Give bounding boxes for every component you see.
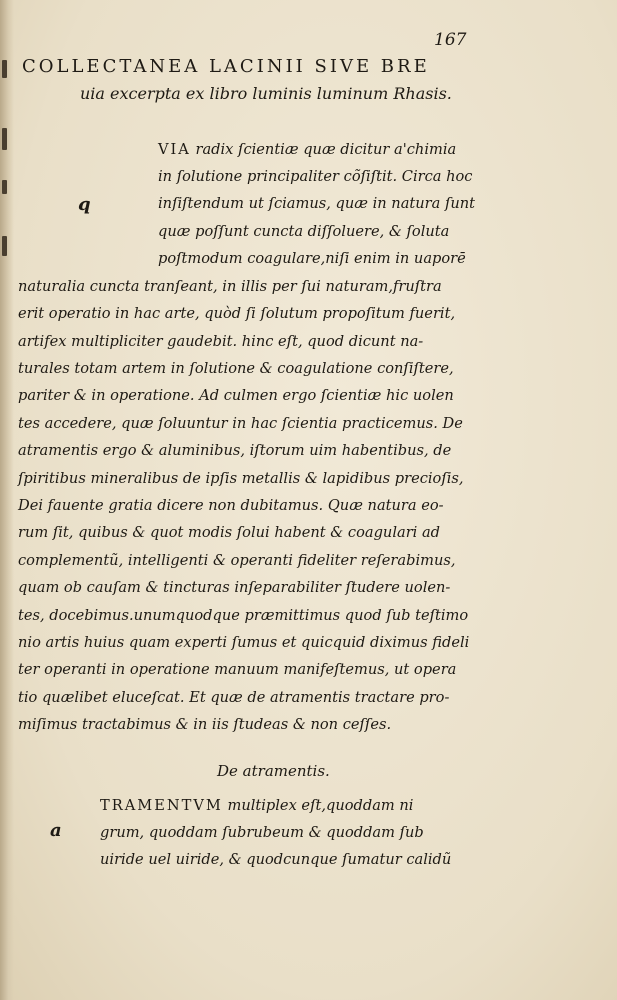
- page-heading: COLLECTANEA LACINII SIVE BRE: [22, 56, 430, 77]
- marginal-letter: q: [78, 194, 91, 215]
- binding-gutter: [0, 0, 14, 1000]
- binding-mark: [2, 128, 7, 150]
- text-line: ſpiritibus mineralibus de ipſis metallis & lapidibus precioſis,: [18, 470, 464, 487]
- page-subheading: uia excerpta ex libro luminis luminum Rhasis.: [80, 84, 452, 103]
- text-line: rum ſit, quibus & quot modis ſolui habent & coagulari ad: [18, 524, 441, 541]
- text-line: atramentis ergo & aluminibus, iſtorum uim habentibus, de: [18, 442, 452, 459]
- binding-mark: [2, 180, 7, 194]
- text-line: turales totam artem in ſolutione & coagulatione conſiſtere,: [18, 360, 454, 377]
- section-title: De atramentis.: [217, 762, 330, 780]
- text-line: miſimus tractabimus & in iis ſtudeas & non ceſſes.: [18, 716, 392, 733]
- text-line: uiride uel uiride, & quodcunque ſumatur calidũ: [100, 851, 452, 868]
- binding-mark: [2, 236, 7, 256]
- text-line: inſiſtendum ut ſciamus, quæ in natura ſunt: [158, 195, 476, 212]
- text-line: VIA radix ſcientiæ quæ dicitur a'chimia: [158, 141, 457, 158]
- page-number: 167: [434, 30, 467, 50]
- text-line: tes, docebimus.unumquodque præmittimus quod ſub teſtimo: [18, 607, 469, 624]
- text-line: pariter & in operatione. Ad culmen ergo ſcientiæ hic uolen: [18, 387, 454, 404]
- initial-word: TRAMENTVM: [100, 797, 223, 814]
- text-line: quam ob cauſam & tincturas inſeparabiliter ſtudere uolen-: [18, 579, 451, 596]
- initial-word: VIA: [158, 141, 191, 158]
- text-line: tio quælibet eluceſcat. Et quæ de atramentis tractare pro-: [18, 689, 450, 706]
- marginal-letter: a: [50, 820, 62, 841]
- text-line: nio artis huius quam experti ſumus et quicquid diximus fideli: [18, 634, 470, 651]
- text-line: poſtmodum coagulare,niſi enim in uaporē: [158, 250, 466, 267]
- text-line: artifex multipliciter gaudebit. hinc eſt, quod dicunt na-: [18, 333, 424, 350]
- text-line: TRAMENTVM multiplex eſt,quoddam ni: [100, 797, 414, 814]
- text-line: naturalia cuncta tranſeant, in illis per ſui naturam,fruſtra: [18, 278, 442, 295]
- text-line: ter operanti in operatione manuum manifeſtemus, ut opera: [18, 661, 457, 678]
- text-line: Dei fauente gratia dicere non dubitamus. Quæ natura eo-: [18, 497, 444, 514]
- text-line: tes accedere, quæ ſoluuntur in hac ſcientia practicemus. De: [18, 415, 463, 432]
- text-line: quæ poſſunt cuncta diſſoluere, & ſoluta: [158, 223, 450, 240]
- text-line: in ſolutione principaliter cõſiſtit. Circa hoc: [158, 168, 473, 185]
- text-line: grum, quoddam ſubrubeum & quoddam ſub: [100, 824, 424, 841]
- text-line: complementũ, intelligenti & operanti fideliter reſerabimus,: [18, 552, 456, 569]
- binding-mark: [2, 60, 7, 78]
- text-line: erit operatio in hac arte, quòd ſi ſolutum propoſitum fuerit,: [18, 305, 456, 322]
